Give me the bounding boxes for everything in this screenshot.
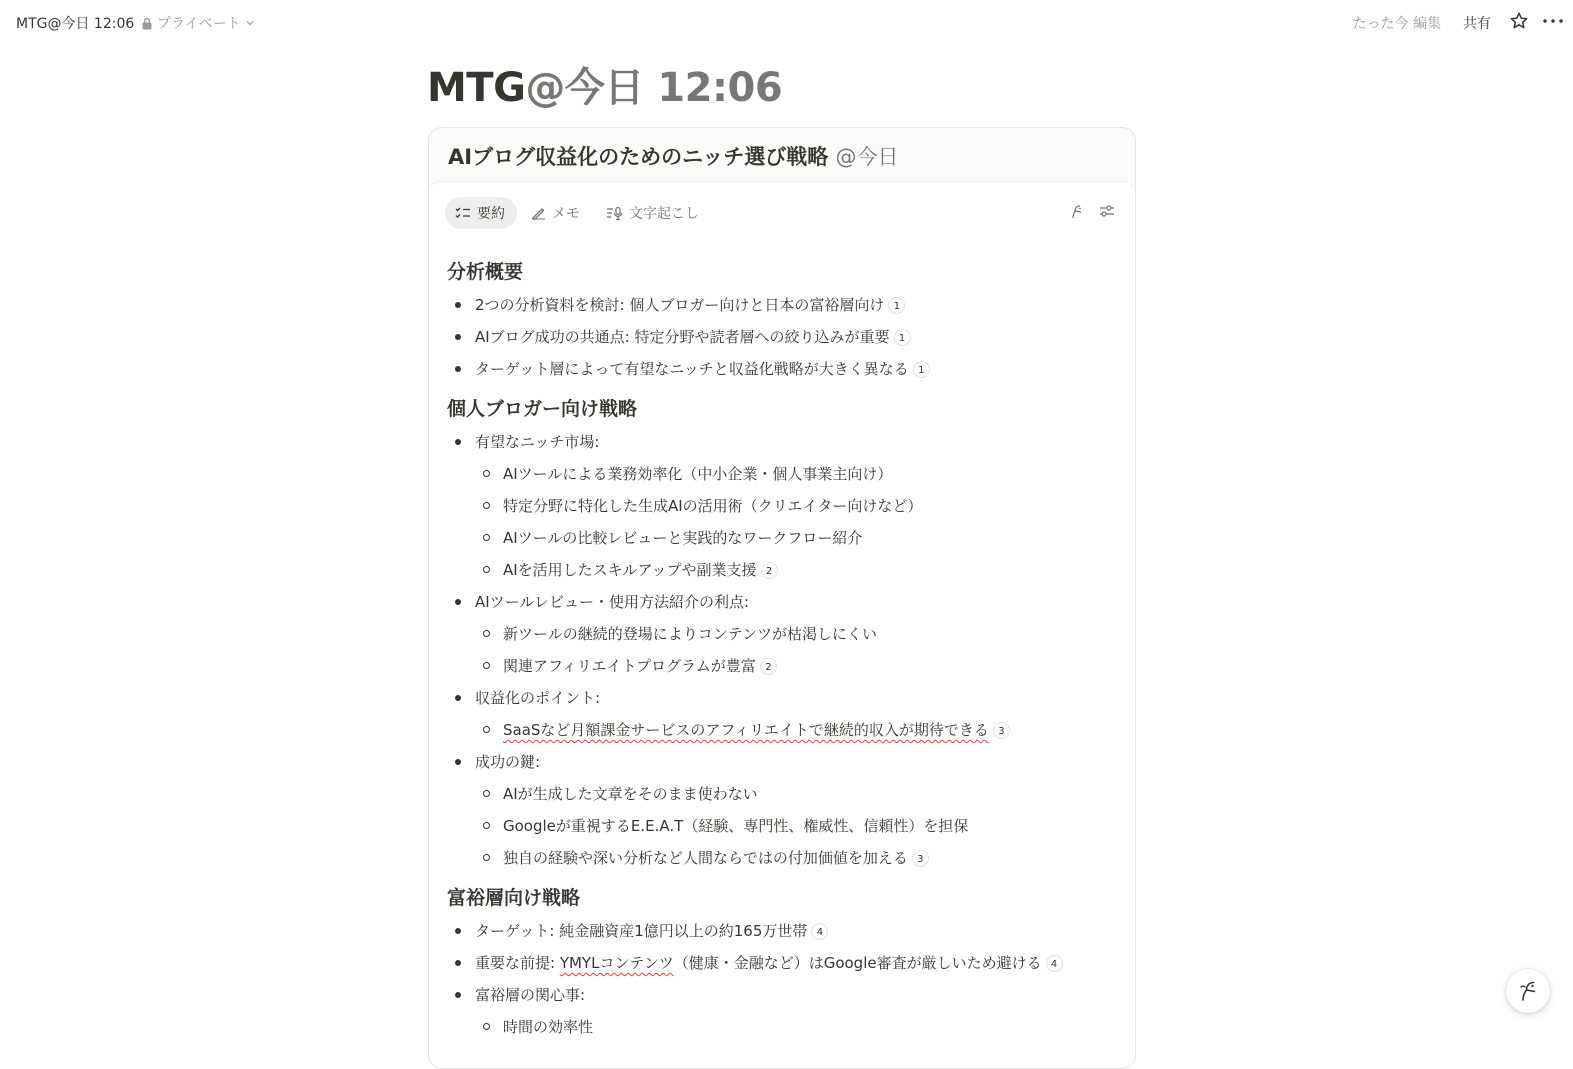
lock-icon	[141, 17, 153, 30]
list-item	[475, 522, 1127, 554]
sub-list	[475, 458, 1127, 586]
bullet-list	[447, 915, 1127, 1043]
citation-badge[interactable]: 1	[894, 329, 911, 346]
tab-summary-label: 要約	[477, 206, 505, 222]
list-item-text: 成功の鍵:	[475, 753, 541, 771]
list-item-text: AIが生成した文章をそのまま使わない	[503, 785, 758, 803]
list-item-text: 特定分野に特化した生成AIの活用術（クリエイター向けなど）	[503, 497, 923, 515]
list-item-text: ターゲット: 純金融資産1億円以上の約165万世帯	[475, 922, 808, 940]
list-item	[447, 682, 1127, 746]
citation-badge[interactable]: 4	[811, 923, 828, 940]
list-item-text: AIを活用したスキルアップや副業支援	[503, 561, 757, 579]
list-item-text: AIツールレビュー・使用方法紹介の利点:	[475, 593, 750, 611]
breadcrumb-page-title[interactable]: MTG@今日 12:06	[16, 16, 135, 32]
list-item-text: 収益化のポイント:	[475, 689, 601, 707]
list-item	[475, 490, 1127, 522]
list-item	[447, 289, 1127, 321]
privacy-selector[interactable]	[141, 13, 255, 33]
list-item-text: Googleが重視するE.E.A.T（経験、専門性、権威性、信頼性）を担保	[503, 817, 969, 835]
ai-face-icon[interactable]	[1069, 204, 1085, 220]
section-heading: 個人ブロガー向け戦略	[447, 398, 638, 420]
meeting-notes-body	[429, 181, 1135, 1068]
page-title-text: MTG	[427, 65, 526, 111]
tab-notes-label: メモ	[552, 206, 580, 222]
list-item-text: 関連アフィリエイトプログラムが豊富	[503, 657, 756, 675]
list-item	[447, 586, 1127, 682]
list-item	[475, 618, 1127, 650]
checklist-icon	[455, 206, 471, 220]
more-options-icon[interactable]	[1541, 11, 1565, 31]
list-item	[447, 915, 1127, 947]
list-item	[475, 842, 1127, 874]
list-item	[447, 947, 1127, 979]
list-item	[475, 714, 1127, 746]
list-item-text: 2つの分析資料を検討: 個人ブロガー向けと日本の富裕層向け	[475, 296, 885, 314]
list-item	[475, 554, 1127, 586]
list-item-text: ターゲット層によって有望なニッチと収益化戦略が大きく異なる	[475, 360, 909, 378]
list-item-text: AIツールによる業務効率化（中小企業・個人事業主向け）	[503, 465, 893, 483]
list-item-text: AIブログ成功の共通点: 特定分野や読者層への絞り込みが重要	[475, 328, 890, 346]
citation-badge[interactable]: 1	[913, 361, 930, 378]
list-item	[447, 353, 1127, 385]
meeting-notes-block	[428, 127, 1136, 1069]
meeting-notes-header	[429, 128, 1135, 181]
transcript-icon	[606, 206, 623, 221]
list-item-text: SaaSなど月額課金サービスのアフィリエイトで継続的収入が期待できる	[503, 721, 989, 739]
ai-face-icon	[1516, 979, 1540, 1003]
chevron-down-icon	[245, 18, 255, 28]
date-mention[interactable]: @今日 12:06	[525, 65, 783, 111]
notes-tools	[1069, 204, 1115, 220]
list-item	[475, 1011, 1127, 1043]
list-item-text: 新ツールの継続的登場によりコンテンツが枯渇しにくい	[503, 625, 877, 643]
list-item	[475, 810, 1127, 842]
list-item	[447, 426, 1127, 586]
star-icon[interactable]	[1509, 11, 1529, 31]
sub-list	[475, 1011, 1127, 1043]
summary-content	[447, 260, 1127, 1043]
list-item-text: （健康・金融など）はGoogle審査が厳しいため避ける	[673, 954, 1042, 972]
top-bar	[0, 0, 1573, 44]
sliders-icon[interactable]	[1099, 204, 1115, 218]
tab-notes[interactable]	[521, 197, 592, 229]
bullet-list	[447, 426, 1127, 874]
list-item	[475, 650, 1127, 682]
list-item	[447, 979, 1127, 1043]
bullet-list	[447, 289, 1127, 385]
list-item	[475, 458, 1127, 490]
list-item-text: 有望なニッチ市場:	[475, 433, 600, 451]
list-item-text-underlined: YMYLコンテンツ	[559, 954, 674, 972]
ai-assistant-button[interactable]	[1506, 969, 1550, 1013]
tab-summary[interactable]	[445, 197, 517, 229]
list-item-text: 富裕層の関心事:	[475, 986, 586, 1004]
pen-icon	[531, 206, 546, 220]
tab-transcript[interactable]	[596, 197, 711, 229]
list-item	[447, 746, 1127, 874]
citation-badge[interactable]: 2	[761, 562, 778, 579]
privacy-label: プライベート	[157, 16, 241, 32]
sub-list	[475, 714, 1127, 746]
meeting-date-mention[interactable]: @今日	[835, 145, 899, 169]
citation-badge[interactable]: 4	[1046, 955, 1063, 972]
sub-list	[475, 778, 1127, 874]
meeting-notes-title[interactable]	[448, 141, 899, 171]
share-button[interactable]: 共有	[1463, 16, 1491, 32]
citation-badge[interactable]: 2	[760, 658, 777, 675]
citation-badge[interactable]: 3	[912, 850, 929, 867]
list-item-text: 重要な前提:	[475, 954, 560, 972]
last-edited-text: たった今 編集	[1352, 16, 1441, 32]
notes-tabs	[445, 197, 711, 229]
list-item-text: 時間の効率性	[503, 1018, 594, 1036]
sub-list	[475, 618, 1127, 682]
citation-badge[interactable]: 3	[993, 722, 1010, 739]
page-title[interactable]	[427, 56, 782, 113]
section-heading: 富裕層向け戦略	[447, 887, 581, 909]
list-item	[475, 778, 1127, 810]
list-item-text: 独自の経験や深い分析など人間ならではの付加価値を加える	[503, 849, 908, 867]
tab-transcript-label: 文字起こし	[629, 206, 699, 222]
list-item	[447, 321, 1127, 353]
citation-badge[interactable]: 1	[888, 297, 905, 314]
section-heading: 分析概要	[447, 261, 524, 283]
list-item-text: AIツールの比較レビューと実践的なワークフロー紹介	[503, 529, 863, 547]
meeting-notes-title-text: AIブログ収益化のためのニッチ選び戦略	[448, 145, 829, 169]
